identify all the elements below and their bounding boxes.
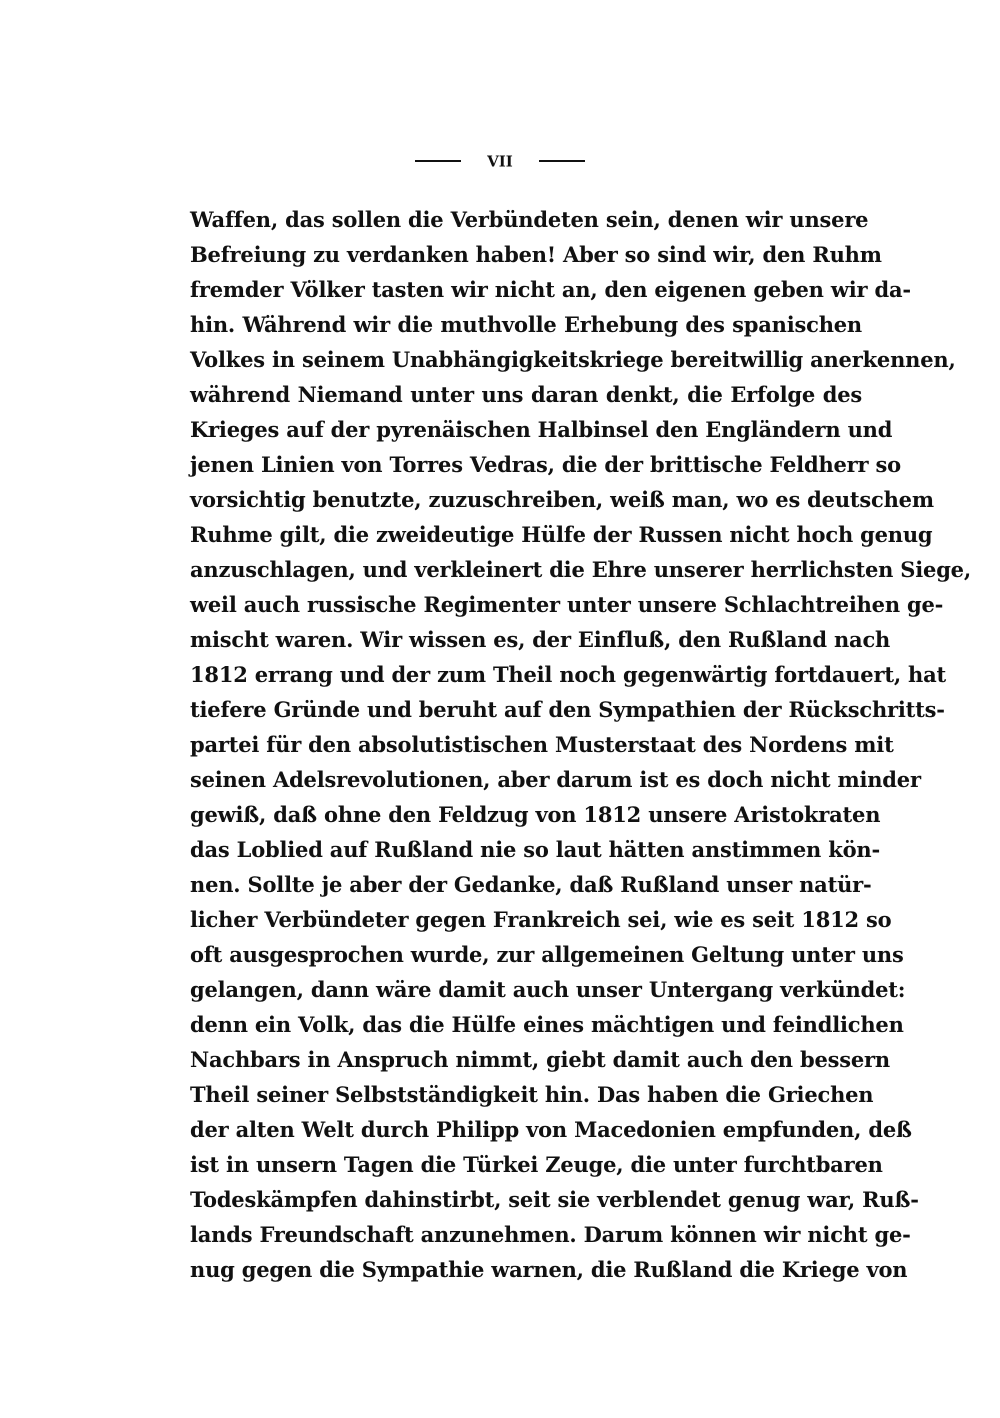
text-line: Theil seiner Selbstständigkeit hin. Das haben die Griechen bbox=[190, 1082, 874, 1107]
text-line: Krieges auf der pyrenäischen Halbinsel den Engländern und bbox=[190, 417, 893, 442]
body-text bbox=[190, 202, 971, 1287]
text-line: das Loblied auf Rußland nie so laut hätten anstimmen kön- bbox=[190, 837, 880, 862]
text-line: gewiß, daß ohne den Feldzug von 1812 unsere Aristokraten bbox=[190, 802, 881, 827]
text-line: Volkes in seinem Unabhängigkeitskriege bereitwillig anerkennen, bbox=[190, 347, 956, 372]
text-line: Nachbars in Anspruch nimmt, giebt damit auch den bessern bbox=[190, 1047, 890, 1072]
text-line: Ruhme gilt, die zweideutige Hülfe der Russen nicht hoch genug bbox=[190, 522, 933, 547]
header-rule-left bbox=[415, 160, 461, 162]
text-line: vorsichtig benutzte, zuzuschreiben, weiß man, wo es deutschem bbox=[190, 487, 934, 512]
text-line: 1812 errang und der zum Theil noch gegenwärtig fortdauert, hat bbox=[190, 662, 947, 687]
text-line: jenen Linien von Torres Vedras, die der brittische Feldherr so bbox=[190, 452, 901, 477]
text-line: Befreiung zu verdanken haben! Aber so sind wir, den Ruhm bbox=[190, 242, 882, 267]
text-line: denn ein Volk, das die Hülfe eines mächtigen und feindlichen bbox=[190, 1012, 904, 1037]
header-rule-right bbox=[539, 160, 585, 162]
text-line: seinen Adelsrevolutionen, aber darum ist es doch nicht minder bbox=[190, 767, 921, 792]
text-line: partei für den absolutistischen Musterstaat des Nordens mit bbox=[190, 732, 894, 757]
text-line: mischt waren. Wir wissen es, der Einfluß, den Rußland nach bbox=[190, 627, 891, 652]
page-header bbox=[0, 152, 1000, 170]
text-line: tiefere Gründe und beruht auf den Sympathien der Rückschritts- bbox=[190, 697, 945, 722]
text-line: licher Verbündeter gegen Frankreich sei, wie es seit 1812 so bbox=[190, 907, 892, 932]
text-line: gelangen, dann wäre damit auch unser Untergang verkündet: bbox=[190, 977, 906, 1002]
text-line: ist in unsern Tagen die Türkei Zeuge, die unter furchtbaren bbox=[190, 1152, 883, 1177]
text-line: Todeskämpfen dahinstirbt, seit sie verblendet genug war, Ruß- bbox=[190, 1187, 919, 1212]
text-line: oft ausgesprochen wurde, zur allgemeinen Geltung unter uns bbox=[190, 942, 904, 967]
text-line: anzuschlagen, und verkleinert die Ehre unserer herrlichsten Siege, bbox=[190, 557, 971, 582]
text-line: nen. Sollte je aber der Gedanke, daß Rußland unser natür- bbox=[190, 872, 872, 897]
page-number: VII bbox=[487, 152, 513, 171]
text-line: hin. Während wir die muthvolle Erhebung des spanischen bbox=[190, 312, 862, 337]
text-line: Waffen, das sollen die Verbündeten sein, denen wir unsere bbox=[190, 207, 869, 232]
text-line: der alten Welt durch Philipp von Macedonien empfunden, deß bbox=[190, 1117, 912, 1142]
text-line: lands Freundschaft anzunehmen. Darum können wir nicht ge- bbox=[190, 1222, 911, 1247]
text-line: weil auch russische Regimenter unter unsere Schlachtreihen ge- bbox=[190, 592, 944, 617]
text-line: während Niemand unter uns daran denkt, die Erfolge des bbox=[190, 382, 862, 407]
text-line: nug gegen die Sympathie warnen, die Rußland die Kriege von bbox=[190, 1257, 908, 1282]
text-line: fremder Völker tasten wir nicht an, den eigenen geben wir da- bbox=[190, 277, 911, 302]
